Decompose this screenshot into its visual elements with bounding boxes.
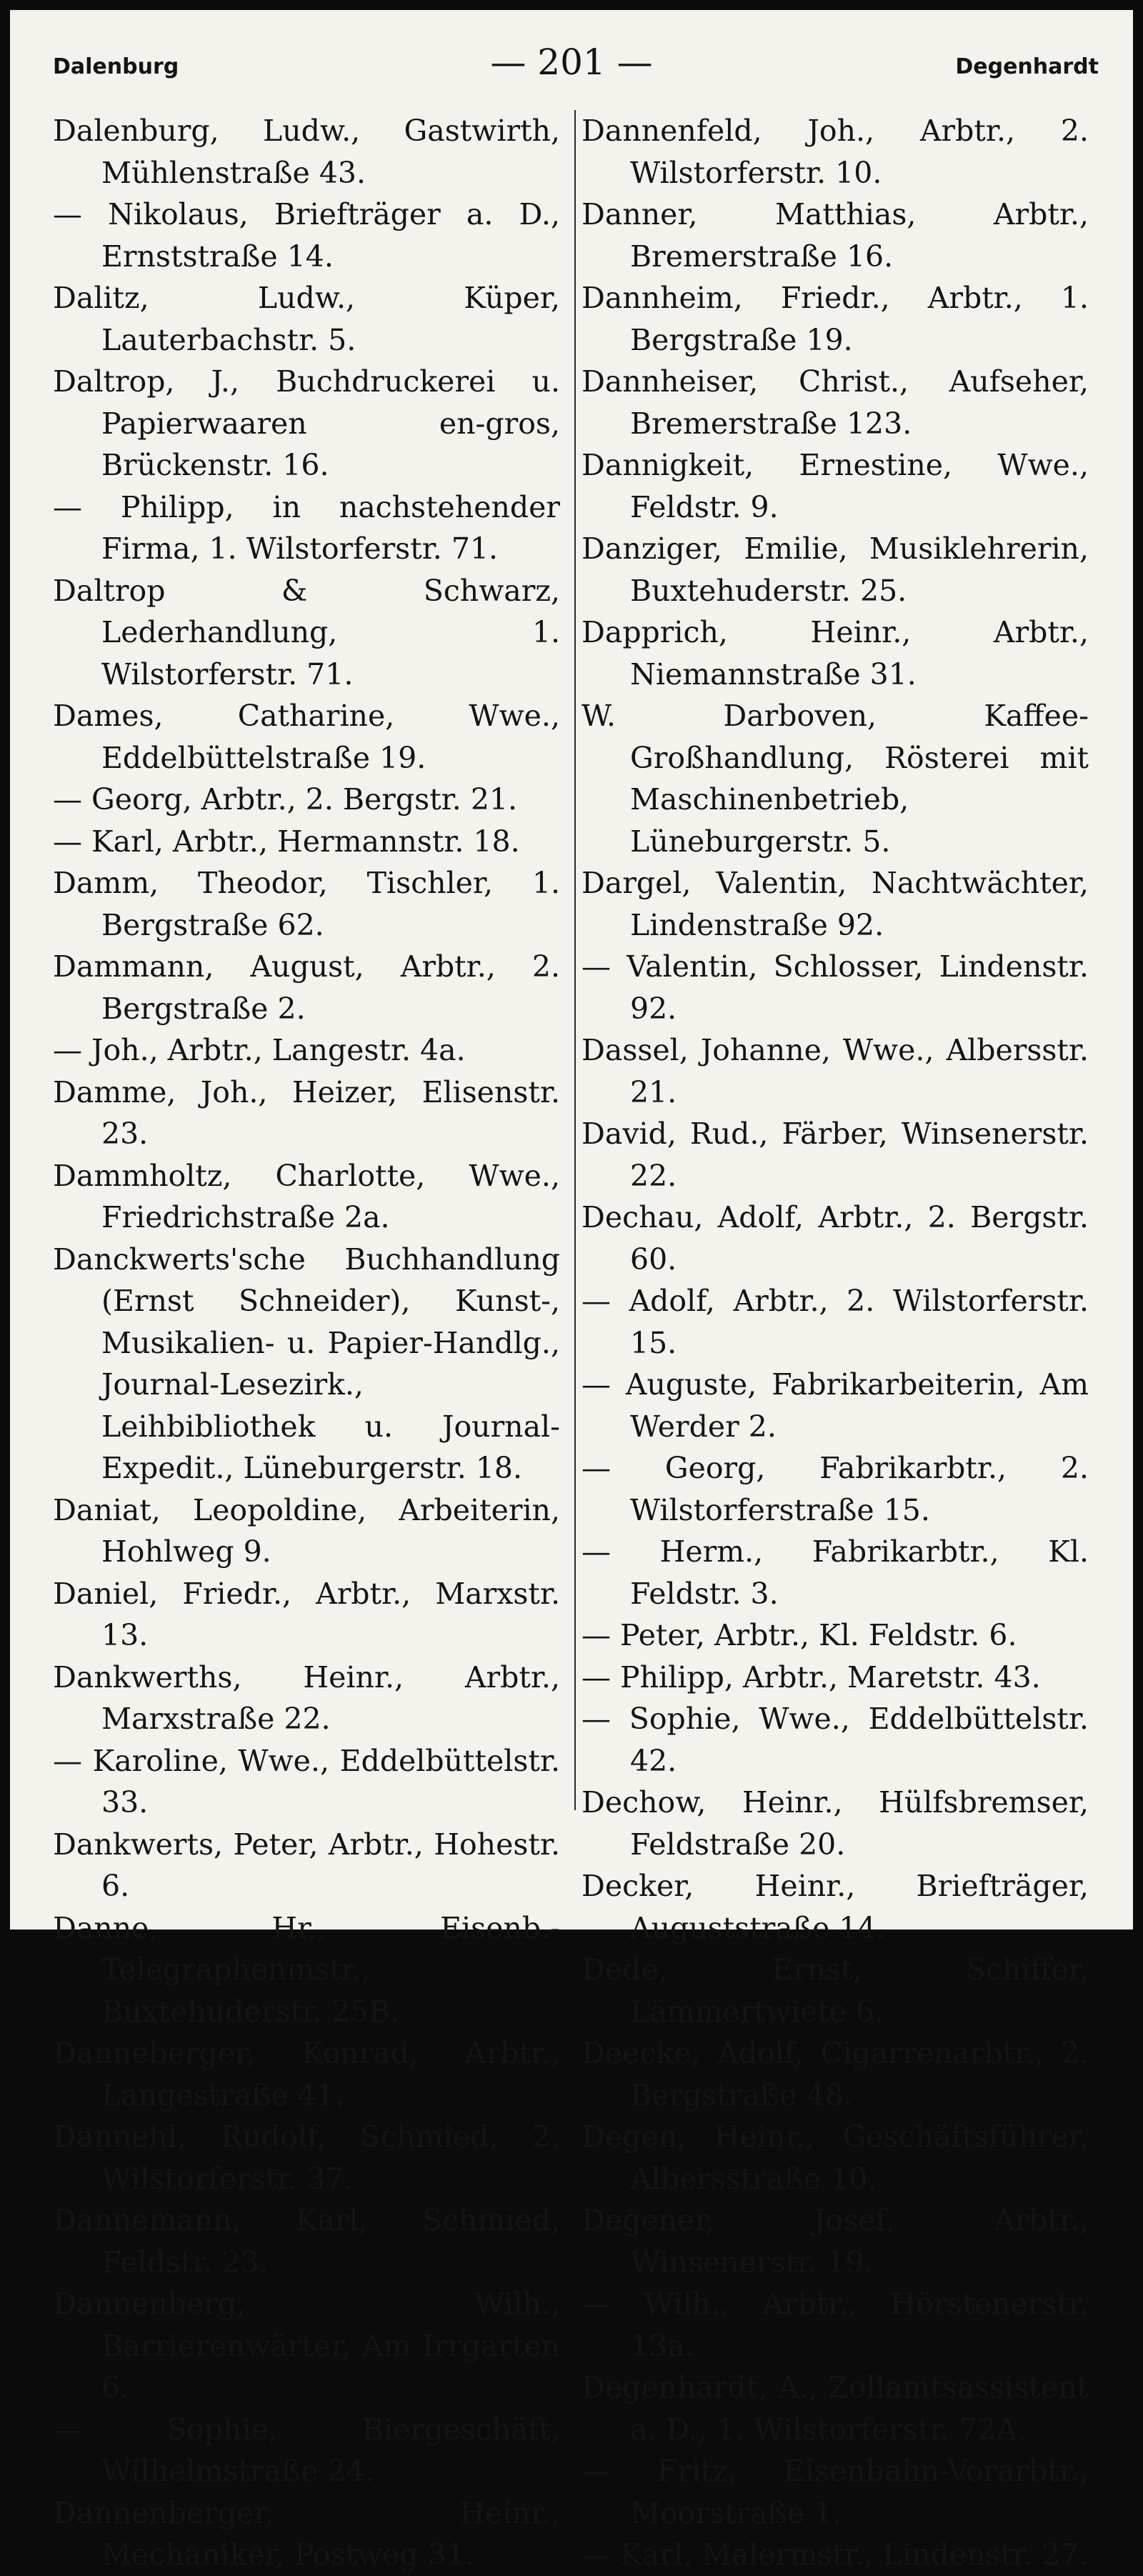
directory-entry: Dannenfeld, Joh., Arbtr., 2. Wilstorferstr. 10.: [582, 114, 1089, 190]
column-divider: [574, 110, 576, 1810]
directory-entry: Dannemann, Karl, Schmied, Feldstr. 23.: [53, 2203, 560, 2280]
directory-entry: Danziger, Emilie, Musiklehrerin, Buxtehuderstr. 25.: [582, 531, 1089, 608]
directory-entry: David, Rud., Färber, Winsenerstr. 22.: [582, 1117, 1089, 1193]
directory-page: [10, 10, 1133, 2572]
directory-entry: Dannheim, Friedr., Arbtr., 1. Bergstraße 19.: [582, 281, 1089, 357]
directory-entry: Dargel, Valentin, Nachtwächter, Lindenstraße 92.: [582, 866, 1089, 942]
directory-entry: Dassel, Johanne, Wwe., Albersstr. 21.: [582, 1033, 1089, 1109]
directory-entry: Dechow, Heinr., Hülfsbremser, Feldstraße 20.: [582, 1785, 1089, 1862]
directory-entry: Dannehl, Rudolf, Schmied, 2. Wilstorferstr. 37.: [53, 2120, 560, 2196]
directory-entry: Dannenberg, Wilh., Barrierenwärter, Am Irrgarten 6.: [53, 2287, 560, 2405]
directory-entry: Decker, Heinr., Briefträger, Auguststraße 14.: [582, 1869, 1089, 1945]
directory-entry: — Philipp, Arbtr., Maretstr. 43.: [582, 1659, 1041, 1694]
directory-entry: — Fritz, Eisenbahn-Vorarbtr., Moorstraße 1.: [582, 2454, 1089, 2530]
directory-entry: Daltrop, J., Buchdruckerei u. Papierwaaren en-gros, Brückenstr. 16.: [53, 364, 560, 482]
directory-entry: — Karl, Malermstr., Lindenstr. 27.: [582, 2537, 1089, 2572]
directory-entry: Dames, Catharine, Wwe., Eddelbüttelstraße 19.: [53, 699, 560, 775]
directory-entry: Dannheiser, Christ., Aufseher, Bremerstraße 123.: [582, 364, 1089, 441]
directory-entry: — Philipp, in nachstehender Firma, 1. Wilstorferstr. 71.: [53, 489, 560, 566]
directory-entry: Dankwerts, Peter, Arbtr., Hohestr. 6.: [53, 1827, 560, 1903]
directory-entry: Dannigkeit, Ernestine, Wwe., Feldstr. 9.: [582, 448, 1089, 524]
running-head-left: Dalenburg: [53, 54, 179, 79]
directory-entry: — Georg, Arbtr., 2. Bergstr. 21.: [53, 782, 518, 817]
directory-entry: Dalitz, Ludw., Küper, Lauterbachstr. 5.: [53, 281, 560, 357]
directory-entry: Damm, Theodor, Tischler, 1. Bergstraße 62.: [53, 866, 560, 942]
directory-entry: Dapprich, Heinr., Arbtr., Niemannstraße 31.: [582, 615, 1089, 692]
directory-entry: Dannenberger, Heinr., Mechaniker, Postweg 31.: [53, 2495, 560, 2572]
right-column: [582, 110, 1089, 2576]
directory-entry: — Nikolaus, Briefträger a. D., Ernststraße 14.: [53, 197, 560, 274]
directory-entry: — Sophie, Wwe., Eddelbüttelstr. 42.: [582, 1702, 1089, 1778]
directory-entry: Degener, Josef, Arbtr., Winsenerstr. 19.: [582, 2203, 1089, 2280]
left-column: [53, 110, 560, 2576]
directory-entry: Dankwerths, Heinr., Arbtr., Marxstraße 22.: [53, 1659, 560, 1736]
directory-entry: — Sophie, Biergeschäft, Wilhelmstraße 24.: [53, 2412, 560, 2488]
directory-entry: Daniat, Leopoldine, Arbeiterin, Hohlweg 9.: [53, 1492, 560, 1569]
directory-entry: Danckwerts'sche Buchhandlung (Ernst Schneider), Kunst-, Musikalien- u. Papier-Handlg., Journal-Lesezirk., Leihbibliothek u. Journal-Expedit., Lüneburgerstr. 18.: [53, 1242, 560, 1485]
directory-entry: — Joh., Arbtr., Langestr. 4a.: [53, 1033, 466, 1067]
directory-entry: Daltrop & Schwarz, Lederhandlung, 1. Wilstorferstr. 71.: [53, 573, 560, 692]
directory-entry: Danne, Hr., Eisenb.-Telegraphenmstr., Buxtehuderstr. 25B.: [53, 1910, 560, 2029]
directory-entry: Degen, Heinr., Geschäftsführer, Albersstraße 10.: [582, 2120, 1089, 2196]
directory-entry: — Auguste, Fabrikarbeiterin, Am Werder 2.: [582, 1367, 1089, 1444]
directory-entry: — Valentin, Schlosser, Lindenstr. 92.: [582, 949, 1089, 1026]
directory-entry: — Wilh., Arbtr., Hörstenerstr. 13a.: [582, 2287, 1089, 2363]
page-number: — 201 —: [490, 41, 653, 83]
directory-entry: Dammholtz, Charlotte, Wwe., Friedrichstraße 2a.: [53, 1158, 560, 1234]
directory-entry: — Herm., Fabrikarbtr., Kl. Feldstr. 3.: [582, 1534, 1089, 1611]
directory-entry: Dalenburg, Ludw., Gastwirth, Mühlenstraße 43.: [53, 114, 560, 190]
directory-entry: Deecke, Adolf, Cigarrenarbtr., 2. Bergstraße 48.: [582, 2036, 1089, 2112]
directory-entry: Daniel, Friedr., Arbtr., Marxstr. 13.: [53, 1576, 560, 1652]
directory-entry: Dede, Ernst, Schiffer, Lämmertwiete 6.: [582, 1952, 1089, 2029]
directory-entry: Danner, Matthias, Arbtr., Bremerstraße 16.: [582, 197, 1089, 274]
directory-entry: Danneberger, Konrad, Arbtr., Langestraße 41.: [53, 2036, 560, 2112]
directory-entry: Degenhardt, A., Zollamtsassistent a. D., 1. Wilstorferstr. 72A.: [582, 2370, 1089, 2447]
directory-entry: Dammann, August, Arbtr., 2. Bergstraße 2.: [53, 949, 560, 1026]
directory-entry: — Georg, Fabrikarbtr., 2. Wilstorferstraße 15.: [582, 1451, 1089, 1527]
running-head-right: Degenhardt: [955, 54, 1099, 79]
directory-entry: — Peter, Arbtr., Kl. Feldstr. 6.: [582, 1618, 1017, 1652]
directory-entry: W. Darboven, Kaffee-Großhandlung, Rösterei mit Maschinenbetrieb, Lüneburgerstr. 5.: [582, 699, 1089, 859]
directory-entry: — Karoline, Wwe., Eddelbüttelstr. 33.: [53, 1743, 560, 1819]
directory-entry: Dechau, Adolf, Arbtr., 2. Bergstr. 60.: [582, 1200, 1089, 1277]
directory-entry: Damme, Joh., Heizer, Elisenstr. 23.: [53, 1074, 560, 1151]
directory-entry: — Karl, Arbtr., Hermannstr. 18.: [53, 824, 520, 859]
directory-entry: — Adolf, Arbtr., 2. Wilstorferstr. 15.: [582, 1284, 1089, 1360]
